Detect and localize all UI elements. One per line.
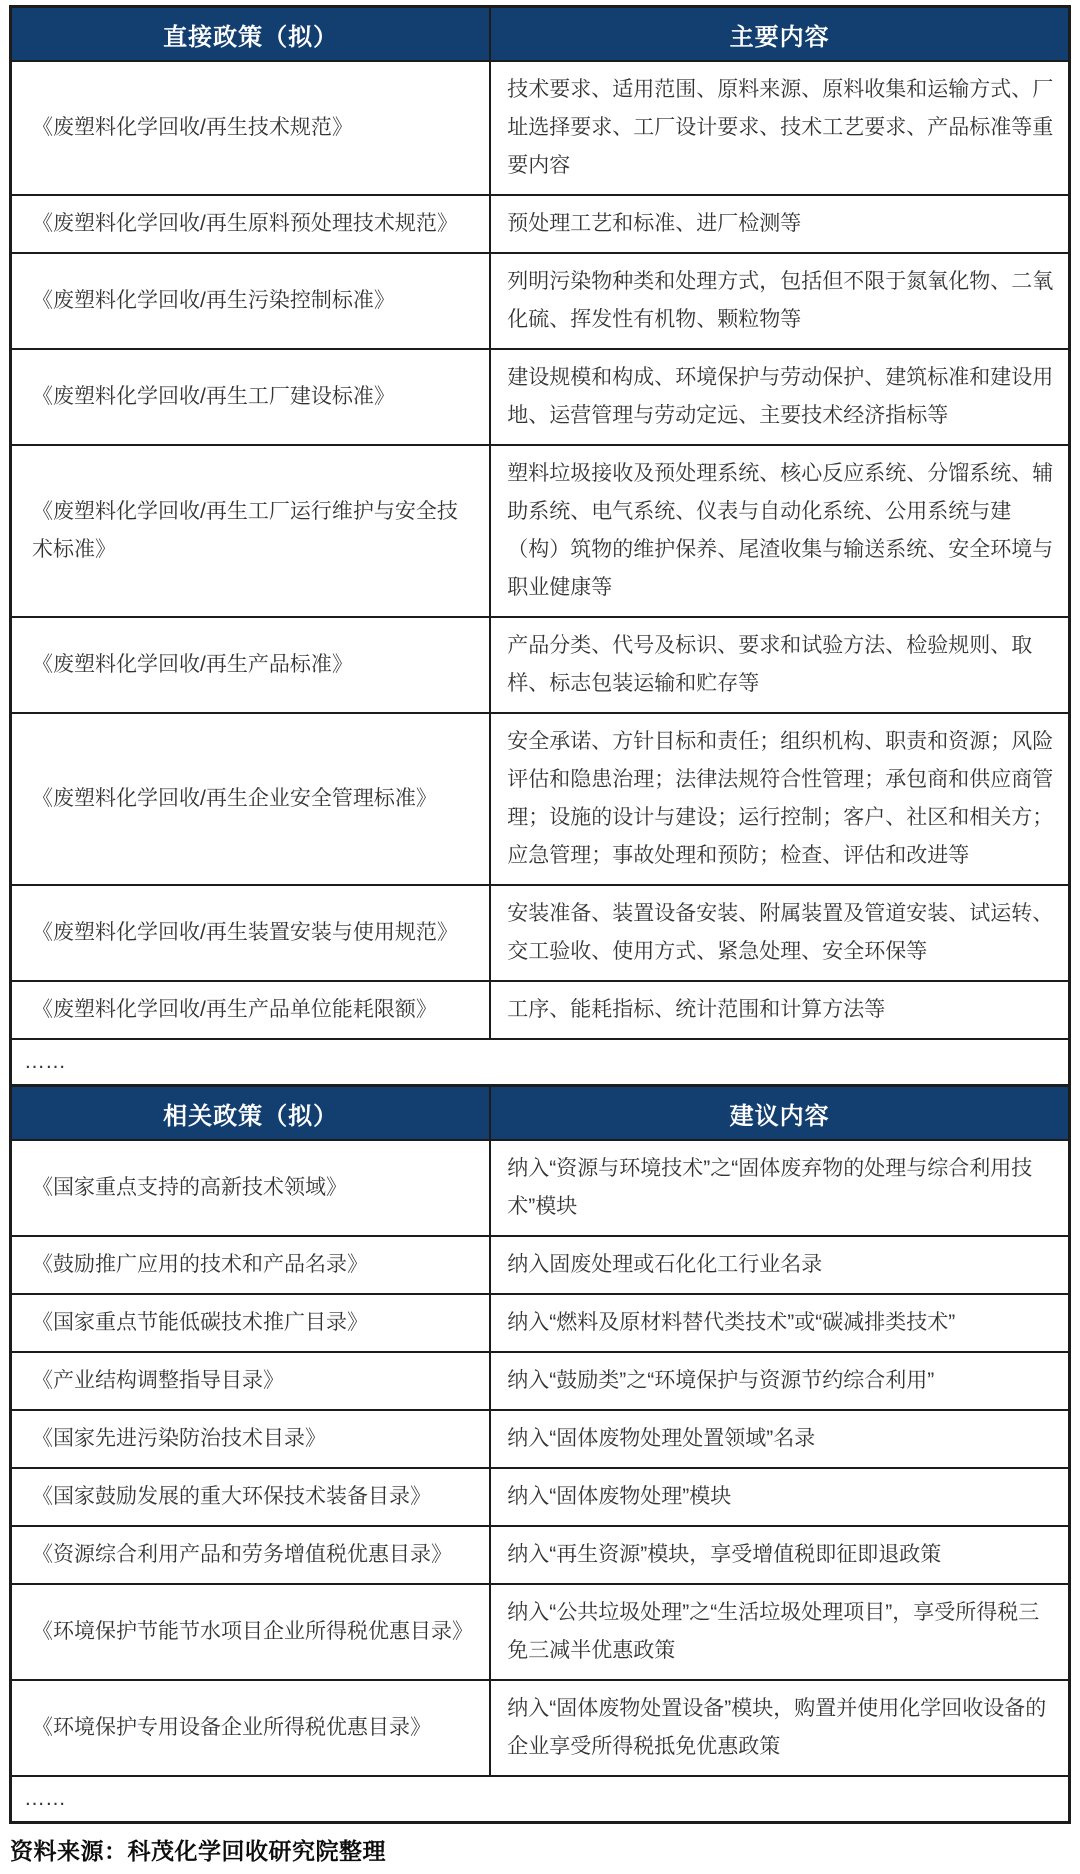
- table-row: [11, 253, 1070, 349]
- content-cell: 纳入“燃料及原材料替代类技术”或“碳减排类技术”: [490, 1294, 1069, 1352]
- policy-name-cell: 《环境保护专用设备企业所得税优惠目录》: [11, 1680, 491, 1776]
- related-policy-table-body: [11, 1140, 1070, 1776]
- table-row: [11, 349, 1070, 445]
- content-cell: 塑料垃圾接收及预处理系统、核心反应系统、分馏系统、辅助系统、电气系统、仪表与自动化系统、公用系统与建（构）筑物的维护保养、尾渣收集与输送系统、安全环境与职业健康等: [490, 445, 1069, 617]
- table-row: [11, 1468, 1070, 1526]
- policy-name-cell: 《废塑料化学回收/再生污染控制标准》: [11, 253, 491, 349]
- ellipsis-row: [11, 1039, 1070, 1086]
- table-row: [11, 61, 1070, 195]
- direct-policy-table-body: [11, 61, 1070, 1039]
- header-row: [11, 1086, 1070, 1141]
- policy-name-cell: 《废塑料化学回收/再生原料预处理技术规范》: [11, 195, 491, 253]
- ellipsis-cell: ……: [11, 1776, 1070, 1823]
- policy-name-cell: 《环境保护节能节水项目企业所得税优惠目录》: [11, 1584, 491, 1680]
- content-cell: 纳入“资源与环境技术”之“固体废弃物的处理与综合利用技术”模块: [490, 1140, 1069, 1236]
- content-cell: 预处理工艺和标准、进厂检测等: [490, 195, 1069, 253]
- table-row: [11, 885, 1070, 981]
- direct-policy-table-header: [11, 7, 1070, 62]
- policy-name-cell: 《国家重点支持的高新技术领域》: [11, 1140, 491, 1236]
- policy-name-cell: 《废塑料化学回收/再生技术规范》: [11, 61, 491, 195]
- content-cell: 技术要求、适用范围、原料来源、原料收集和运输方式、厂址选择要求、工厂设计要求、技术工艺要求、产品标准等重要内容: [490, 61, 1069, 195]
- suggested-content-header-cell: 建议内容: [490, 1086, 1069, 1141]
- direct-policy-table: [9, 5, 1071, 1087]
- content-cell: 工序、能耗指标、统计范围和计算方法等: [490, 981, 1069, 1039]
- policy-name-cell: 《废塑料化学回收/再生产品标准》: [11, 617, 491, 713]
- policy-name-cell: 《国家鼓励发展的重大环保技术装备目录》: [11, 1468, 491, 1526]
- policy-name-cell: 《废塑料化学回收/再生装置安装与使用规范》: [11, 885, 491, 981]
- header-row: [11, 7, 1070, 62]
- content-cell: 纳入“公共垃圾处理”之“生活垃圾处理项目”，享受所得税三免三减半优惠政策: [490, 1584, 1069, 1680]
- direct-policy-header-cell: 直接政策（拟）: [11, 7, 491, 62]
- table-row: [11, 981, 1070, 1039]
- table-row: [11, 617, 1070, 713]
- main-content-header-cell: 主要内容: [490, 7, 1069, 62]
- table-row: [11, 1584, 1070, 1680]
- related-policy-table-ellipsis: [11, 1776, 1070, 1823]
- related-policy-header-cell: 相关政策（拟）: [11, 1086, 491, 1141]
- ellipsis-cell: ……: [11, 1039, 1070, 1086]
- content-cell: 纳入“固体废物处理处置领域”名录: [490, 1410, 1069, 1468]
- table-row: [11, 1352, 1070, 1410]
- table-row: [11, 1410, 1070, 1468]
- table-row: [11, 1236, 1070, 1294]
- source-note: 资料来源：科茂化学回收研究院整理: [10, 1838, 386, 1864]
- table-row: [11, 1526, 1070, 1584]
- policy-name-cell: 《废塑料化学回收/再生工厂运行维护与安全技术标准》: [11, 445, 491, 617]
- policy-name-cell: 《产业结构调整指导目录》: [11, 1352, 491, 1410]
- table-row: [11, 1680, 1070, 1776]
- table-row: [11, 1294, 1070, 1352]
- content-cell: 安装准备、装置设备安装、附属装置及管道安装、试运转、交工验收、使用方式、紧急处理、安全环保等: [490, 885, 1069, 981]
- policy-name-cell: 《废塑料化学回收/再生企业安全管理标准》: [11, 713, 491, 885]
- content-cell: 纳入“鼓励类”之“环境保护与资源节约综合利用”: [490, 1352, 1069, 1410]
- content-cell: 安全承诺、方针目标和责任；组织机构、职责和资源；风险评估和隐患治理；法律法规符合性管理；承包商和供应商管理；设施的设计与建设；运行控制；客户、社区和相关方；应急管理；事故处理和预防；检查、评估和改进等: [490, 713, 1069, 885]
- policy-name-cell: 《废塑料化学回收/再生工厂建设标准》: [11, 349, 491, 445]
- content-cell: 纳入固废处理或石化化工行业名录: [490, 1236, 1069, 1294]
- related-policy-table-header: [11, 1086, 1070, 1141]
- table-row: [11, 713, 1070, 885]
- ellipsis-row: [11, 1776, 1070, 1823]
- policy-name-cell: 《国家先进污染防治技术目录》: [11, 1410, 491, 1468]
- policy-name-cell: 《国家重点节能低碳技术推广目录》: [11, 1294, 491, 1352]
- table-row: [11, 445, 1070, 617]
- table-row: [11, 1140, 1070, 1236]
- content-cell: 产品分类、代号及标识、要求和试验方法、检验规则、取样、标志包装运输和贮存等: [490, 617, 1069, 713]
- content-cell: 纳入“固体废物处置设备”模块，购置并使用化学回收设备的企业享受所得税抵免优惠政策: [490, 1680, 1069, 1776]
- content-cell: 纳入“再生资源”模块，享受增值税即征即退政策: [490, 1526, 1069, 1584]
- direct-policy-table-ellipsis: [11, 1039, 1070, 1086]
- table-row: [11, 195, 1070, 253]
- content-cell: 纳入“固体废物处理”模块: [490, 1468, 1069, 1526]
- policy-name-cell: 《资源综合利用产品和劳务增值税优惠目录》: [11, 1526, 491, 1584]
- related-policy-table: [9, 1084, 1071, 1824]
- content-cell: 建设规模和构成、环境保护与劳动保护、建筑标准和建设用地、运营管理与劳动定远、主要技术经济指标等: [490, 349, 1069, 445]
- content-cell: 列明污染物种类和处理方式，包括但不限于氮氧化物、二氧化硫、挥发性有机物、颗粒物等: [490, 253, 1069, 349]
- policy-name-cell: 《废塑料化学回收/再生产品单位能耗限额》: [11, 981, 491, 1039]
- policy-name-cell: 《鼓励推广应用的技术和产品名录》: [11, 1236, 491, 1294]
